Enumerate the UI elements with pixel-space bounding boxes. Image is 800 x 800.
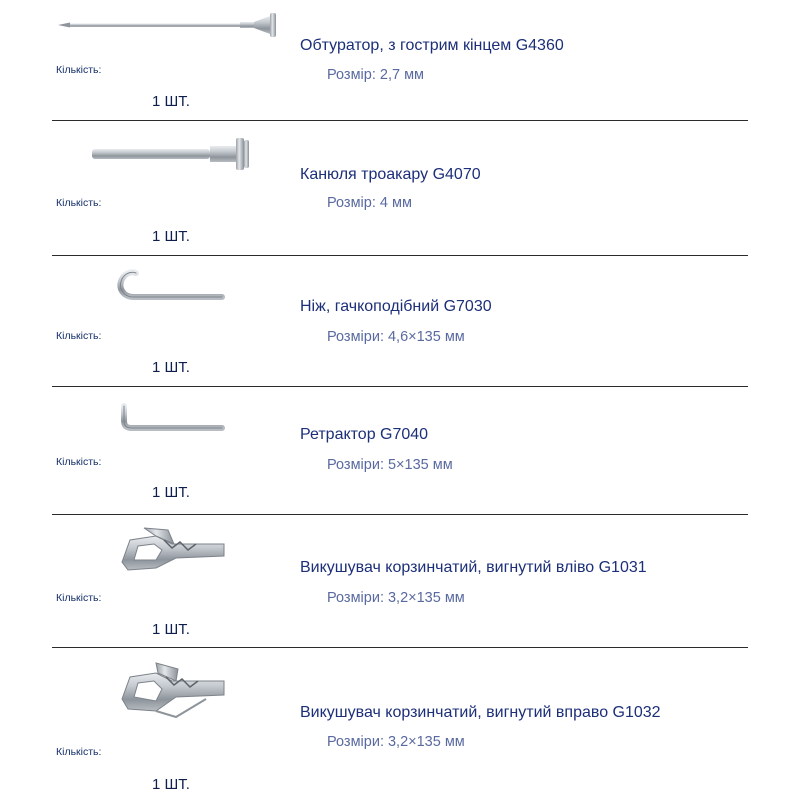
obturator-icon: [56, 8, 286, 42]
product-name: Викушувач корзинчатий, вигнутий вправо G1032: [300, 704, 661, 721]
divider: [52, 255, 748, 256]
divider: [52, 647, 748, 648]
product-name: Ретрактор G7040: [300, 426, 429, 443]
product-size: Розмір: 2,7 мм: [327, 67, 425, 83]
quantity-value: 1 ШТ.: [152, 776, 190, 793]
retractor-icon: [112, 398, 227, 438]
quantity-label: Кількість:: [56, 197, 102, 209]
product-size: Розміри: 5×135 мм: [327, 457, 453, 473]
quantity-value: 1 ШТ.: [152, 359, 190, 376]
product-size: Розмір: 4 мм: [327, 195, 412, 211]
divider: [52, 386, 748, 387]
basket-punch-left-icon: [116, 522, 228, 578]
quantity-value: 1 ШТ.: [152, 93, 190, 110]
hook-knife-icon: [112, 267, 227, 307]
quantity-label: Кількість:: [56, 330, 102, 342]
quantity-label: Кількість:: [56, 746, 102, 758]
quantity-label: Кількість:: [56, 456, 102, 468]
trocar-cannula-icon: [90, 134, 260, 174]
quantity-value: 1 ШТ.: [152, 228, 190, 245]
divider: [52, 514, 748, 515]
quantity-value: 1 ШТ.: [152, 484, 190, 501]
quantity-label: Кількість:: [56, 64, 102, 76]
product-size: Розміри: 3,2×135 мм: [327, 734, 465, 750]
product-size: Розміри: 3,2×135 мм: [327, 590, 465, 606]
product-name: Викушувач корзинчатий, вигнутий вліво G1031: [300, 559, 647, 576]
product-name: Канюля троакару G4070: [300, 166, 481, 183]
quantity-label: Кількість:: [56, 592, 102, 604]
product-name: Ніж, гачкоподібний G7030: [300, 298, 492, 315]
divider: [52, 120, 748, 121]
quantity-value: 1 ШТ.: [152, 621, 190, 638]
product-size: Розміри: 4,6×135 мм: [327, 329, 465, 345]
product-name: Обтуратор, з гострим кінцем G4360: [300, 37, 564, 54]
basket-punch-right-icon: [116, 659, 228, 721]
